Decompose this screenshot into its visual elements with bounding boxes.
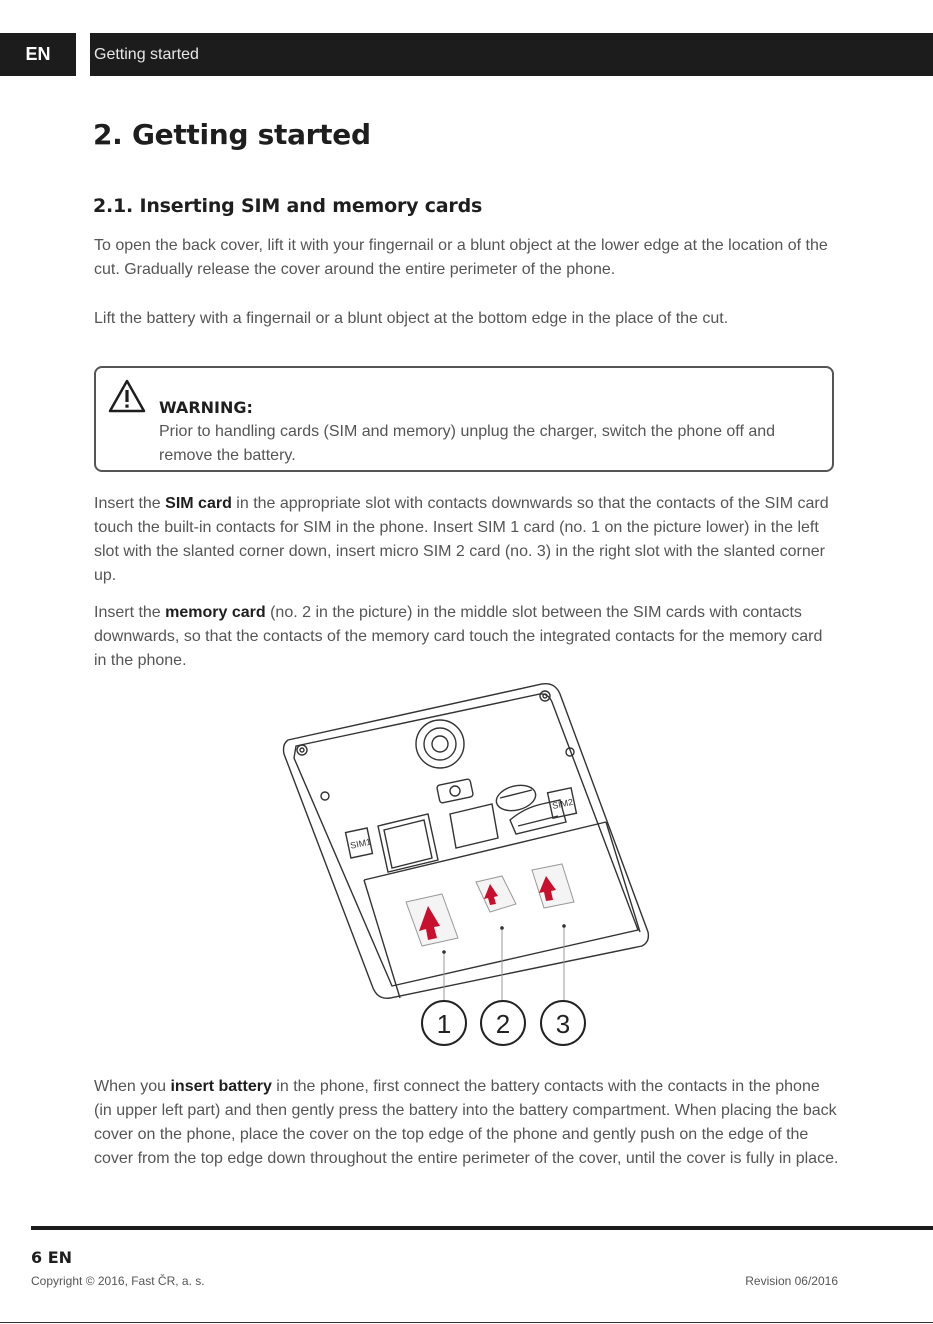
language-tab: EN bbox=[25, 44, 51, 64]
sim-para-pre: Insert the bbox=[94, 495, 166, 512]
callout-3 bbox=[541, 1001, 585, 1045]
memory-para-post: (no. 2 in the picture) in the middle slot between the SIM cards with contacts downwards, so that the contacts of the memory card touch the integrated contacts for the memory card in the phone. bbox=[94, 604, 823, 669]
battery-para-bold: insert battery bbox=[170, 1078, 272, 1095]
memory-para-pre: Insert the bbox=[94, 604, 166, 621]
warning-icon bbox=[108, 378, 146, 414]
memory-para-bold: memory card bbox=[165, 604, 266, 621]
copyright-text: Copyright © 2016, Fast ČR, a. s. bbox=[31, 1274, 205, 1288]
battery-paragraph bbox=[94, 1075, 839, 1171]
callout-2 bbox=[481, 1001, 525, 1045]
sim2-slot-label: SIM2 bbox=[551, 796, 575, 811]
callout-2-label: 2 bbox=[495, 1009, 511, 1039]
intro-paragraph-1: To open the back cover, lift it with your fingernail or a blunt object at the lower edge at the location of the cut. Gradually release the cover around the entire perimeter of the phone. bbox=[94, 237, 828, 278]
header-divider bbox=[76, 33, 90, 76]
sim-para-post: in the appropriate slot with contacts downwards so that the contacts of the SIM card touch the built-in contacts for SIM in the phone. Insert SIM 1 card (no. 1 on the picture lower) in the left slot with the slanted corner down, insert micro SIM 2 card (no. 3) in the right slot with the slanted corner up. bbox=[94, 495, 829, 584]
revision-text: Revision 06/2016 bbox=[745, 1274, 838, 1288]
sim2-card bbox=[532, 864, 574, 908]
sim1-slot-label: SIM1 bbox=[349, 836, 373, 851]
page-title: 2. Getting started bbox=[93, 118, 371, 151]
callout-3-label: 3 bbox=[555, 1009, 571, 1039]
phone-card-slots-illustration bbox=[280, 680, 660, 1052]
bottom-rule bbox=[0, 1322, 933, 1323]
memory-card-paragraph bbox=[94, 601, 839, 673]
battery-para-post: in the phone, first connect the battery contacts with the contacts in the phone (in upper left part) and then gently press the battery into the battery compartment. When placing the back cover on the phone, place the cover on the top edge of the phone and gently push on the edge of the cover from the top edge down throughout the entire perimeter of the cover, until the cover is fully in place. bbox=[94, 1078, 839, 1167]
section-heading: 2.1. Inserting SIM and memory cards bbox=[93, 195, 483, 217]
header-bar bbox=[0, 33, 933, 76]
callout-leaders bbox=[444, 924, 564, 1000]
footer-rule bbox=[31, 1226, 933, 1230]
sim1-card bbox=[406, 894, 458, 946]
intro-paragraph-2: Lift the battery with a fingernail or a blunt object at the bottom edge in the place of the cut. bbox=[94, 310, 729, 327]
memory-card bbox=[476, 876, 516, 912]
battery-para-pre: When you bbox=[94, 1078, 171, 1095]
header-section-title: Getting started bbox=[94, 45, 199, 63]
warning-text: Prior to handling cards (SIM and memory) unplug the charger, switch the phone off and remove the battery. bbox=[159, 423, 776, 464]
callout-1-label: 1 bbox=[436, 1009, 452, 1039]
sim-card-paragraph bbox=[94, 492, 839, 588]
sim-para-bold: SIM card bbox=[165, 495, 232, 512]
warning-title: WARNING: bbox=[159, 398, 253, 417]
callout-1 bbox=[422, 1001, 466, 1045]
warning-box bbox=[94, 366, 834, 472]
page-number: 6 EN bbox=[31, 1248, 73, 1267]
